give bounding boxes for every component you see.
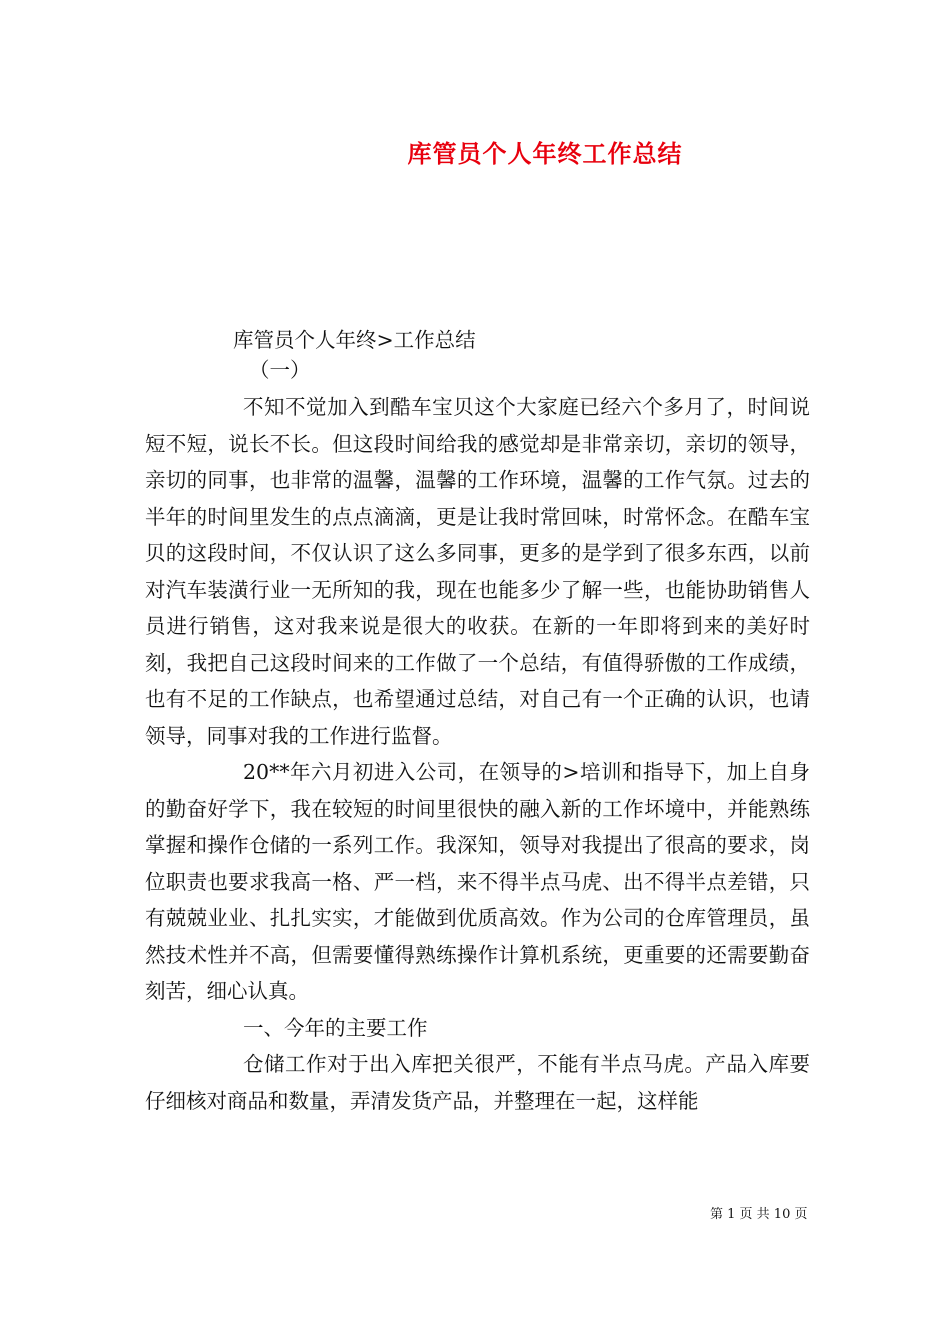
paragraph: 20**年六月初进入公司，在领导的>培训和指导下，加上自身的勤奋好学下，我在较短的时间里很快的融入新的工作坏境中，并能熟练掌握和操作仓储的一系列工作。我深知，领导对我提出了很高的要求，岗位职责也要求我高一格、严一档，来不得半点马虎、出不得半点差错，只有兢兢业业、扎扎实实，才能做到优质高效。作为公司的仓库管理员，虽然技术性并不高，但需要懂得熟练操作计算机系统，更重要的还需要勤奋刻苦，细心认真。: [145, 760, 810, 1003]
section-heading: 库管员个人年终>工作总结: [233, 328, 476, 352]
paragraph: 不知不觉加入到酷车宝贝这个大家庭已经六个多月了，时间说短不短，说长不长。但这段时间给我的感觉却是非常亲切，亲切的领导，亲切的同事，也非常的温馨，温馨的工作环境，温馨的工作气氛。过去的半年的时间里发生的点点滴滴，更是让我时常回味，时常怀念。在酷车宝贝的这段时间，不仅认识了这么多同事，更多的是学到了很多东西，以前对汽车装潢行业一无所知的我，现在也能多少了解一些，也能协助销售人员进行销售，这对我来说是很大的收获。在新的一年即将到来的美好时刻，我把自己这段时间来的工作做了一个总结，有值得骄傲的工作成绩，也有不足的工作缺点，也希望通过总结，对自己有一个正确的认识，也请领导，同事对我的工作进行监督。: [145, 395, 810, 748]
paragraph-heading: 一、今年的主要工作: [243, 1015, 428, 1040]
document-title: 库管员个人年终工作总结: [407, 140, 683, 168]
document-body: [145, 325, 810, 1119]
section-subheading: （一）: [249, 358, 311, 382]
paragraph: 仓储工作对于出入库把关很严，不能有半点马虎。产品入库要仔细核对商品和数量，弄清发货产品，并整理在一起，这样能: [145, 1052, 810, 1113]
page-number-footer: 第 1 页 共 10 页: [710, 1207, 808, 1222]
